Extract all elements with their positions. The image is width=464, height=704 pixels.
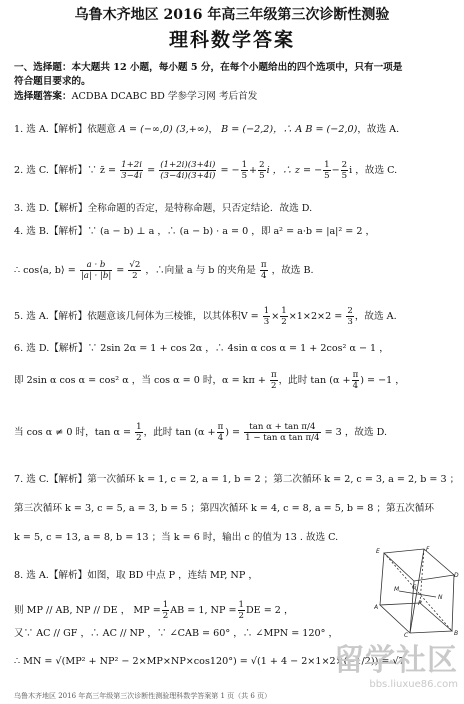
q1-set-a: A = (−∞,0) (3,+∞) (119, 124, 209, 135)
q2-lead: 2. 选 C.【解析】∵ z̄ = (14, 165, 117, 176)
q5-frac-1: $\frac{1}{3}$ (263, 306, 270, 327)
q6-solution-line1: 6. 选 D.【解析】∵ 2sin 2α = 1 + cos 2α ，∴ 4sin α cos α = 1 + 2cos² α − 1 ， (14, 343, 389, 354)
q4-solution-line1: 4. 选 B.【解析】∵ (a − b) ⊥ a ，∴ (a − b) · a = 0 ，即 a² = a·b = |a|² = 2 ， (14, 226, 376, 237)
q8-solution-line1: 8. 选 A.【解析】如图，取 BD 中点 P ，连结 MP, NP ， (14, 570, 258, 581)
figure-label: M (394, 586, 400, 593)
document-subtitle: 理科数学答案 (168, 29, 295, 51)
answer-key-label: 选择题答案： (14, 91, 72, 102)
q8-frac-2: $\frac{1}{2}$ (238, 600, 244, 621)
q4-frac-2: $\frac{√2}{2}$ (129, 260, 141, 281)
figure-bottom-face (380, 603, 452, 633)
figure-label: G (412, 584, 417, 591)
q6-frac-3: $\frac{1}{2}$ (136, 422, 142, 443)
q6-solution-line2: 即 2sin α cos α = cos² α ，当 cos α = 0 时，α = kπ + $\frac{\pi}{2}$ ，此时 tan (α + $\frac{\pi}{4}$ ) = −1 ， (14, 370, 405, 391)
q2-frac-2: $\frac{(1+2i)(3+4i)}{(3-4i)(3+4i)}$ (160, 160, 216, 181)
figure-label: E (376, 548, 380, 555)
watermark-url: bbs.liuxue86.com (369, 679, 458, 690)
q8-solution-line2: 则 MP // AB, NP // DE ， MP = $\frac{1}{2}$ AB = 1, NP = $\frac{1}{2}$ DE = 2 ， (14, 600, 294, 621)
q6-solution-line3: 当 cos α ≠ 0 时，tan α = $\frac{1}{2}$ ，此时 tan (α + $\frac{\pi}{4}$ ) = $\frac{\text{tan α + tan π/4}}{\text{1 − tan α tan π/4}}$ = 3 ，故选 D. (14, 422, 388, 443)
q8-solution-line3: 又∵ AC // GF ，∴ AC // NP ，∵ ∠CAB = 60° ，∴ ∠MPN = 120° ， (14, 628, 339, 639)
q6-frac-1: $\frac{\pi}{2}$ (270, 370, 277, 391)
figure-label: N (438, 594, 443, 601)
q4-solution-line2: ∴ cos⟨a, b⟩ = $\frac{a \cdot b}{|a| \cdot |b|}$ = $\frac{√2}{2}$ ，∴向量 a 与 b 的夹角是 $\frac{\pi}{4}$ ，故选 B. (14, 260, 314, 281)
q6-frac-4: $\frac{\pi}{4}$ (217, 422, 224, 443)
figure-top-face (384, 549, 454, 581)
q1-solution: 1. 选 A.【解析】依题意 A = (−∞,0) (3,+∞)， B = (−2,2)，∴ A B = (−2,0)，故选 A. (14, 124, 400, 135)
figure-label: P (418, 600, 422, 607)
q7-solution-line3: k = 5, c = 13, a = 8, b = 13 ；当 k = 6 时，输出 c 的值为 13 . 故选 C. (14, 532, 339, 543)
figure-label: F (426, 546, 430, 553)
q7-solution-line1: 7. 选 C.【解析】第一次循环 k = 1, c = 2, a = 1, b = 2 ；第二次循环 k = 2, c = 3, a = 2, b = 3 ； (14, 474, 460, 485)
figure-label: D (454, 572, 459, 579)
q2-frac-3: $\frac{1}{5}$ (241, 160, 248, 181)
section-heading-cont: 符合题目要求的。 (14, 76, 91, 87)
q5-frac-3: $\frac{2}{3}$ (347, 306, 353, 327)
q8-frac-1: $\frac{1}{2}$ (162, 600, 169, 621)
answer-key-values: ACDBA DCABC BD 学参学习网 考后首发 (71, 91, 258, 102)
page-footer: 乌鲁木齐地区 2016 年高三年级第三次诊断性测验理科数学答案第 1 页（共 6 页） (14, 692, 272, 700)
q1-set-b: B = (−2,2) (221, 124, 274, 135)
q2-frac-4: $\frac{2}{5}$ (259, 160, 265, 181)
q4-frac-1: $\frac{a \cdot b}{|a| \cdot |b|}$ (80, 260, 112, 281)
figure-label: C (404, 632, 409, 637)
figure-label: B (454, 630, 459, 637)
q2-frac-1: $\frac{1+2i}{3-4i}$ (121, 160, 143, 181)
figure-label: A (374, 604, 379, 611)
q3-solution: 3. 选 D.【解析】全称命题的否定，是特称命题，只否定结论．故选 D. (14, 203, 313, 214)
geometry-figure (374, 545, 460, 637)
q1-intersection: ，∴ A B = (−2,0) (273, 124, 358, 135)
watermark-logo: 留学社区 (334, 643, 458, 678)
q7-solution-line2: 第三次循环 k = 3, c = 5, a = 3, b = 5 ；第四次循环 k = 4, c = 8, a = 5, b = 8 ；第五次循环 (14, 503, 434, 514)
q6-frac-5: $\frac{\text{tan α + tan π/4}}{\text{1 − tan α tan π/4}}$ (245, 422, 320, 443)
watermark (334, 635, 458, 690)
q2-frac-5: $\frac{1}{5}$ (324, 160, 330, 181)
q1-conclusion: ，故选 A. (357, 124, 400, 135)
q8-solution-line4: ∴ MN = √(MP² + NP² − 2×MP×NP×cos120°) = √(1 + 4 − 2×1×2×(−1/2)) = √7 (14, 656, 405, 667)
q5-frac-2: $\frac{1}{2}$ (281, 306, 287, 327)
answer-key (14, 91, 257, 103)
document-title: 乌鲁木齐地区 2016 年高三年级第三次诊断性测验 (74, 7, 390, 23)
q2-solution: 2. 选 C.【解析】∵ z̄ = $\frac{1+2i}{3-4i}$ = $\frac{(1+2i)(3+4i)}{(3-4i)(3+4i)}$ = − $\frac{1}{5}$ + $\frac{2}{5}$ i ，∴ z = − $\frac{1}{5}$ − $\frac{2}{5}$ i ，故选 C. (14, 160, 398, 181)
q1-lead: 1. 选 A.【解析】依题意 (14, 124, 116, 135)
section-heading: 一、选择题：本大题共 12 小题，每小题 5 分，在每个小题给出的四个选项中，只有一项是 (14, 62, 403, 73)
q5-solution: 5. 选 A.【解析】依题意该几何体为三棱锥，以其体积V = $\frac{1}{3}$ × $\frac{1}{2}$ ×1×2×2 = $\frac{2}{3}$ ，故选 A. (14, 306, 397, 327)
q2-frac-6: $\frac{2}{5}$ (341, 160, 348, 181)
q4-frac-3: $\frac{\pi}{4}$ (260, 260, 267, 281)
q6-frac-2: $\frac{\pi}{4}$ (352, 370, 359, 391)
